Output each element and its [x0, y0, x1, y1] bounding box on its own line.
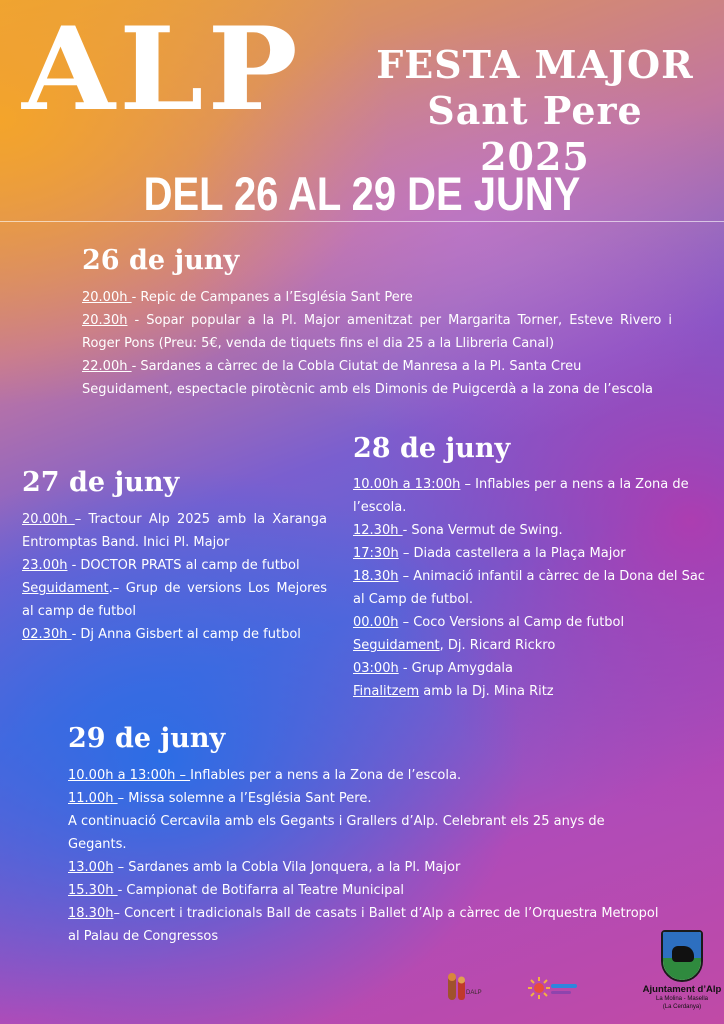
event-time: 20.00h	[22, 512, 75, 527]
event-item	[68, 787, 660, 810]
event-text: - DOCTOR PRATS al camp de futbol	[67, 558, 300, 573]
event-item	[82, 309, 672, 355]
event-text: – Sardanes amb la Cobla Vila Jonquera, a la Pl. Major	[113, 860, 461, 875]
event-item	[22, 623, 327, 646]
ajuntament-logo	[640, 930, 724, 1024]
gegants-icon	[444, 972, 496, 1004]
event-time: 17:30h	[353, 546, 399, 561]
coat-of-arms-icon	[661, 930, 703, 982]
event-text: - Dj Anna Gisbert al camp de futbol	[71, 627, 301, 642]
day-section-28	[353, 432, 705, 703]
event-item	[22, 554, 327, 577]
day-section-29	[68, 722, 660, 948]
event-text: - Sopar popular a la Pl. Major amenitzat per Margarita Torner, Esteve Rivero i Roger Pons (Preu: 5€, venda de tiquets fins el dia 25 a la Llibreria Canal)	[82, 313, 672, 351]
event-item	[22, 577, 327, 623]
event-text: – Tractour Alp 2025 amb la Xaranga Entromptas Band. Inici Pl. Major	[22, 512, 328, 550]
event-time: 12.30h	[353, 523, 403, 538]
event-item	[353, 565, 705, 611]
event-text: - Sardanes a càrrec de la Cobla Ciutat de Manresa a la Pl. Santa Creu	[131, 359, 582, 374]
ajuntament-sub-2: (La Cerdanya)	[662, 1004, 702, 1010]
event-time: 18.30h	[68, 906, 114, 921]
header-divider	[0, 221, 724, 222]
event-time: 00.00h	[353, 615, 399, 630]
event-text: – Inflables per a nens a la Zona de l’escola.	[353, 477, 689, 515]
festival-line-1: FESTA MAJOR	[376, 42, 694, 87]
event-item	[353, 634, 705, 657]
event-time: 13.00h	[68, 860, 114, 875]
gegants-logo-text: DALP	[466, 990, 482, 996]
event-time: 10.00h a 13:00h	[353, 477, 461, 492]
event-item	[353, 657, 705, 680]
event-item	[353, 519, 705, 542]
event-time: Seguidament	[22, 581, 109, 596]
event-text: Seguidament, espectacle pirotècnic amb els Dimonis de Puigcerdà a la zona de l’escola	[82, 382, 653, 397]
day-title-29: 29 de juny	[68, 723, 226, 754]
event-text: – Concert i tradicionals Ball de casats i Ballet d’Alp a càrrec de l’Orquestra Metropol al Palau de Congressos	[68, 906, 659, 944]
festival-line-2: Sant Pere 2025	[427, 88, 643, 179]
event-text: A continuació Cercavila amb els Gegants i Grallers d’Alp. Celebrant els 25 anys de Gegants.	[68, 814, 605, 852]
event-item	[68, 810, 660, 856]
event-item	[353, 680, 705, 703]
event-time: 03:00h	[353, 661, 399, 676]
event-item	[68, 879, 660, 902]
event-item	[68, 764, 660, 787]
event-time: 02.30h	[22, 627, 72, 642]
event-text: , Dj. Ricard Rickro	[439, 638, 556, 653]
event-time: Seguidament	[353, 638, 440, 653]
event-item	[353, 611, 705, 634]
event-item	[353, 542, 705, 565]
event-time: 10.00h a 13:00h –	[68, 768, 191, 783]
event-list-26	[82, 286, 672, 401]
event-text: - Sona Vermut de Swing.	[402, 523, 563, 538]
day-title-26: 26 de juny	[82, 245, 240, 276]
event-text: – Animació infantil a càrrec de la Dona del Sac al Camp de futbol.	[353, 569, 705, 607]
event-text: – Diada castellera a la Plaça Major	[398, 546, 626, 561]
day-title-27: 27 de juny	[22, 467, 180, 498]
event-text: – Coco Versions al Camp de futbol	[398, 615, 625, 630]
day-section-26	[82, 244, 672, 401]
event-time: 18.30h	[353, 569, 399, 584]
event-item	[82, 378, 672, 401]
event-time: 20.00h	[82, 290, 132, 305]
event-text: - Grup Amygdala	[398, 661, 513, 676]
event-text: - Repic de Campanes a l’Església Sant Pere	[131, 290, 413, 305]
ajuntament-name: Ajuntament d’Alp	[642, 984, 722, 995]
day-section-27	[22, 466, 327, 646]
event-time: 11.00h	[68, 791, 118, 806]
event-text: Inflables per a nens a la Zona de l’escola.	[190, 768, 462, 783]
event-item	[68, 902, 660, 948]
event-time: 15.30h	[68, 883, 118, 898]
event-item	[82, 286, 672, 309]
festival-title	[376, 42, 694, 180]
event-time: 20.30h	[82, 313, 128, 328]
town-title: ALP	[22, 2, 302, 137]
event-text: – Missa solemne a l’Església Sant Pere.	[117, 791, 372, 806]
festival-dates: DEL 26 AL 29 DE JUNY	[143, 167, 581, 220]
event-list-28	[353, 473, 705, 703]
event-item	[353, 473, 705, 519]
event-time: 23.00h	[22, 558, 68, 573]
event-text: - Campionat de Botifarra al Teatre Municipal	[117, 883, 405, 898]
event-text: .– Grup de versions Los Mejores al camp de futbol	[22, 581, 327, 619]
event-item	[68, 856, 660, 879]
event-list-27	[22, 508, 327, 646]
event-text: amb la Dj. Mina Ritz	[419, 684, 554, 699]
event-item	[22, 508, 327, 554]
event-time: Finalitzem	[353, 684, 420, 699]
gegants-logo	[444, 972, 496, 1004]
event-list-29	[68, 764, 660, 948]
day-title-28: 28 de juny	[353, 433, 511, 464]
event-item	[82, 355, 672, 378]
event-time: 22.00h	[82, 359, 132, 374]
ajuntament-sub-1: La Molina - Masella	[655, 996, 709, 1002]
partner-logo	[527, 974, 581, 1004]
sun-burst-icon	[527, 974, 581, 1004]
